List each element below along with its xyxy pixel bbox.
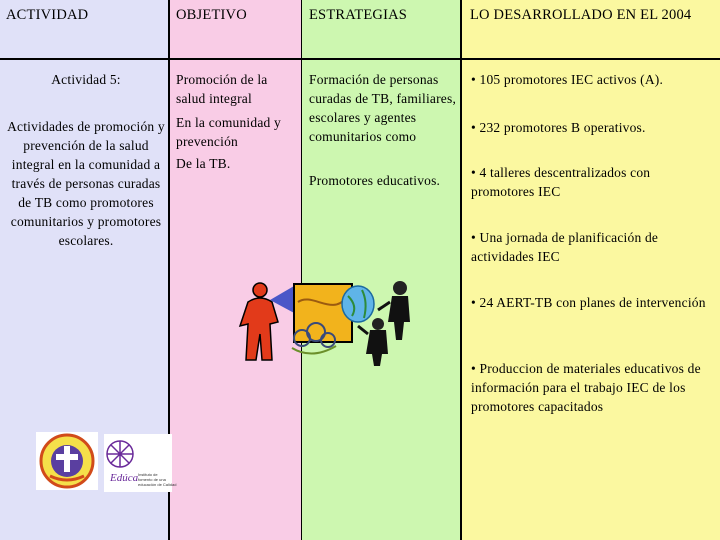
header-estrategias: ESTRATEGIAS	[309, 7, 408, 23]
list-item: • 105 promotores IEC activos (A).	[471, 72, 664, 87]
actividad-title: Actividad 5:	[51, 72, 121, 87]
list-item: • Una jornada de planificación de actividades IEC	[471, 230, 659, 264]
svg-text:educación de Calidad: educación de Calidad	[138, 482, 177, 487]
educa-name: Edúca	[110, 472, 139, 484]
educa-logo-icon	[104, 434, 177, 492]
header-objetivo: OBJETIVO	[176, 7, 247, 23]
person-icon	[240, 283, 278, 360]
globe-icon	[342, 286, 374, 322]
estrategias-text1: Formación de personas curadas de TB, familiares, escolares y agentes comunitarios como	[309, 72, 457, 144]
header-divider	[0, 58, 720, 60]
objetivo-line3: De la TB.	[176, 156, 231, 171]
actividad-description: Actividades de promoción y prevención de la salud integral en la comunidad a través de personas curadas de TB como promotores comunitarios y promotores escolares.	[7, 119, 165, 248]
svg-text:fomento de una: fomento de una	[138, 477, 166, 482]
institute-logo-icon	[36, 432, 98, 490]
list-item: • 232 promotores B operativos.	[471, 120, 646, 135]
promoters-clipart	[232, 262, 422, 370]
list-item: • 4 talleres descentralizados con promotores IEC	[471, 165, 651, 199]
objetivo-line1: Promoción de la salud integral	[176, 72, 268, 106]
estrategias-text2: Promotores educativos.	[309, 173, 441, 188]
header-actividad: ACTIVIDAD	[6, 7, 89, 23]
list-item: • 24 AERT-TB con planes de intervención	[471, 295, 706, 310]
person-icon	[358, 318, 388, 366]
objetivo-line2: En la comunidad y prevención	[176, 115, 281, 149]
list-item: • Produccion de materiales educativos de información para el trabajo IEC de los promotores capacitados	[471, 361, 701, 414]
header-desarrollado: LO DESARROLLADO EN EL 2004	[470, 7, 692, 23]
svg-text:Instituto de: Instituto de	[138, 472, 158, 477]
